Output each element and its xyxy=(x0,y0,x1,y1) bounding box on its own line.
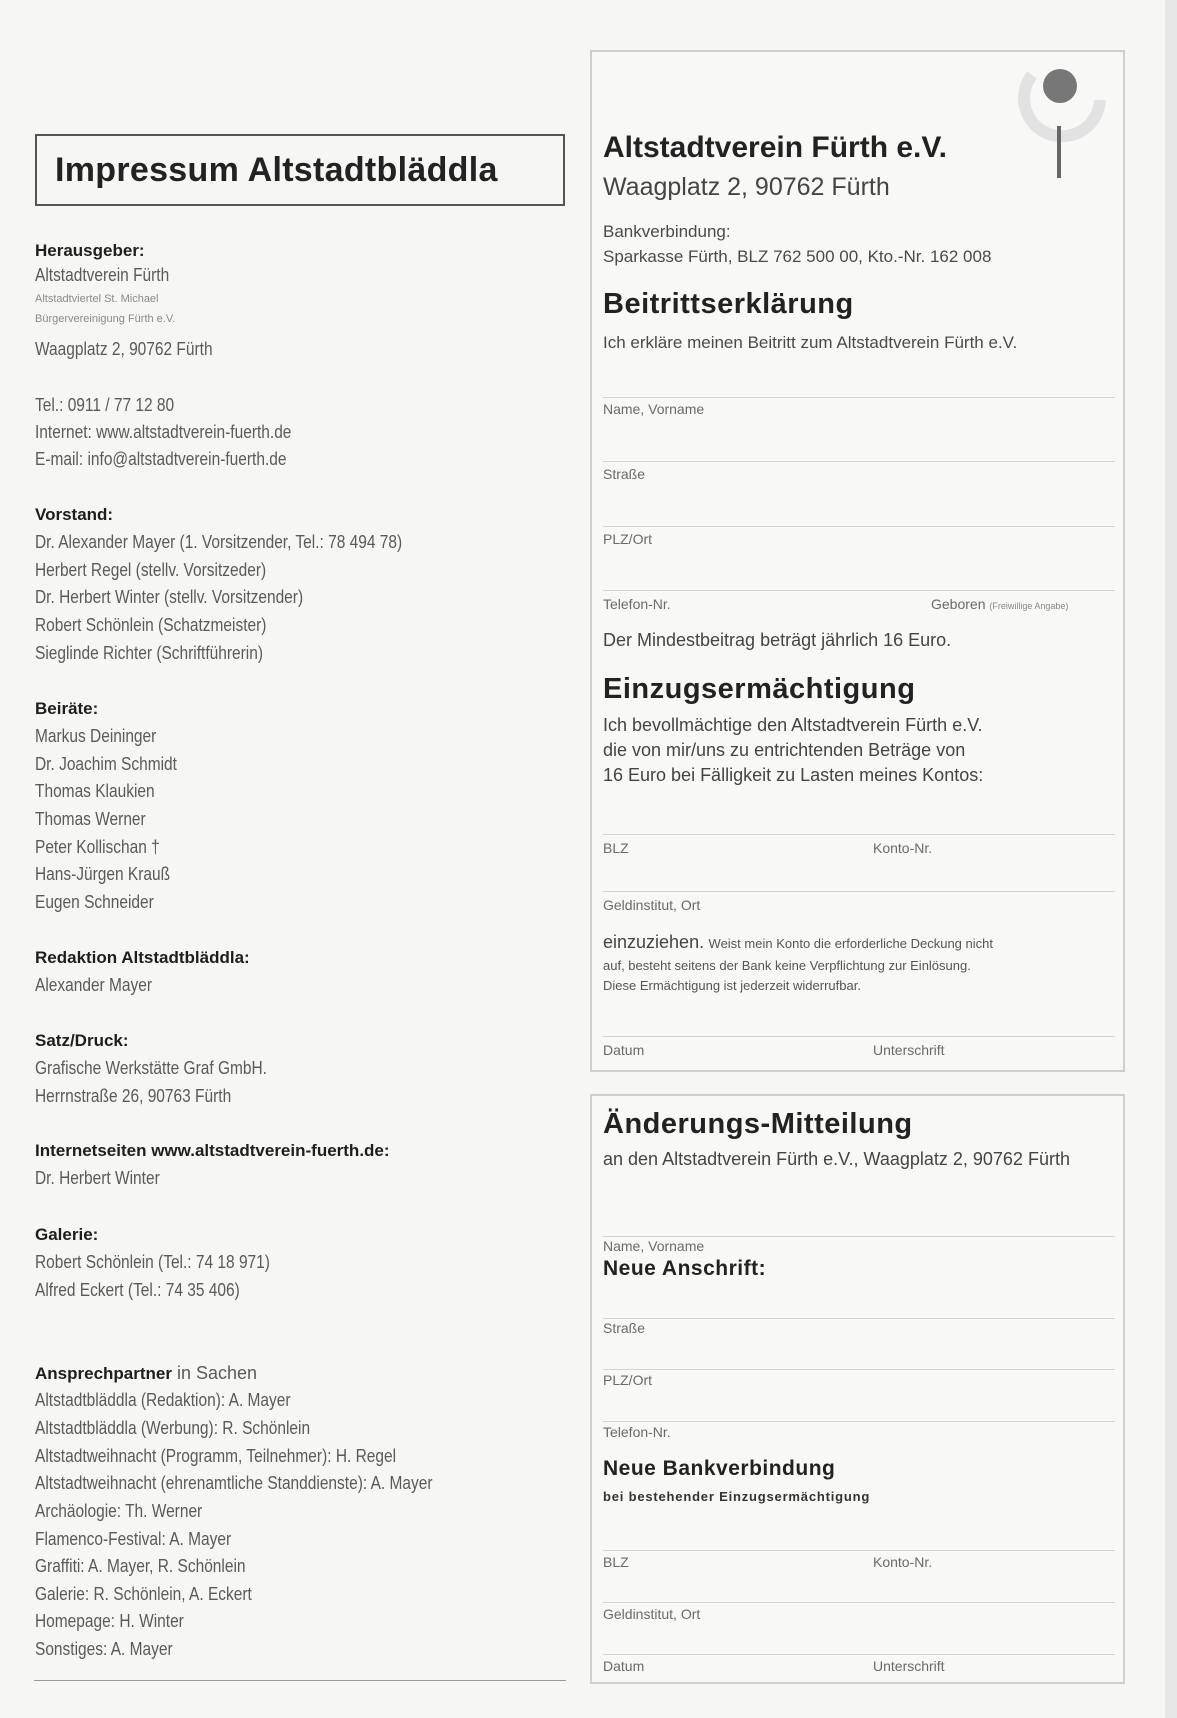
ansprechpartner-item: Altstadtweihnacht (ehrenamtliche Standdienste): A. Mayer xyxy=(35,1473,433,1493)
vorstand-member: Robert Schönlein (Schatzmeister) xyxy=(35,615,267,635)
field-geboren-text: Geboren xyxy=(931,596,986,612)
einziehen-big: einzuziehen. xyxy=(603,932,705,952)
field-telefon-label: Telefon-Nr. xyxy=(603,596,671,612)
ansprechpartner-item: Altstadtweihnacht (Programm, Teilnehmer): H. Regel xyxy=(35,1446,397,1466)
einzug-heading: Einzugsermächtigung xyxy=(603,673,916,705)
form-line xyxy=(603,1369,1115,1370)
neue-bank-heading: Neue Bankverbindung xyxy=(603,1457,836,1480)
herausgeber-tel: Tel.: 0911 / 77 12 80 xyxy=(35,395,175,415)
ansprechpartner-heading-suffix: in Sachen xyxy=(171,1363,258,1383)
form-line xyxy=(603,891,1115,892)
ansprechpartner-item: Altstadtbläddla (Redaktion): A. Mayer xyxy=(35,1390,291,1410)
vorstand-member: Sieglinde Richter (Schriftführerin) xyxy=(35,643,263,663)
herausgeber-small2: Bürgervereinigung Fürth e.V. xyxy=(35,313,176,325)
field-datum-label: Datum xyxy=(603,1042,645,1058)
ansprechpartner-heading-bold: Ansprechpartner xyxy=(35,1364,172,1383)
ansprechpartner-item: Archäologie: Th. Werner xyxy=(35,1501,203,1521)
ansprechpartner-item: Sonstiges: A. Mayer xyxy=(35,1639,173,1659)
logo-dot xyxy=(1043,69,1077,103)
einzug-line3: 16 Euro bei Fälligkeit zu Lasten meines Kontos: xyxy=(603,765,984,785)
change-heading: Änderungs-Mitteilung xyxy=(603,1108,913,1140)
satz-line1: Grafische Werkstätte Graf GmbH. xyxy=(35,1058,267,1078)
beiraete-member: Hans-Jürgen Krauß xyxy=(35,864,171,884)
field-geboren-label xyxy=(931,596,1068,612)
neue-bank-sub: bei bestehender Einzugsermächtigung xyxy=(603,1489,871,1504)
form-line xyxy=(603,590,1115,591)
redaktion-heading: Redaktion Altstadtbläddla: xyxy=(35,948,250,967)
ansprechpartner-item: Graffiti: A. Mayer, R. Schönlein xyxy=(35,1556,246,1576)
ansprechpartner-item: Altstadtbläddla (Werbung): R. Schönlein xyxy=(35,1418,311,1438)
beiraete-heading: Beiräte: xyxy=(35,699,99,718)
galerie-line2: Alfred Eckert (Tel.: 74 35 406) xyxy=(35,1280,240,1300)
org-address: Waagplatz 2, 90762 Fürth xyxy=(603,173,890,201)
bank-label: Bankverbindung: xyxy=(603,222,731,241)
beiraete-member: Dr. Joachim Schmidt xyxy=(35,754,177,774)
form-line xyxy=(603,397,1115,398)
herausgeber-email: E-mail: info@altstadtverein-fuerth.de xyxy=(35,449,287,469)
change-field-telefon-label: Telefon-Nr. xyxy=(603,1424,671,1440)
impressum-title: Impressum Altstadtbläddla xyxy=(55,150,498,189)
field-blz-label: BLZ xyxy=(603,840,629,856)
beitritt-heading: Beitrittserklärung xyxy=(603,288,854,320)
field-konto-label: Konto-Nr. xyxy=(873,840,933,856)
satz-heading: Satz/Druck: xyxy=(35,1031,129,1050)
beiraete-member: Markus Deininger xyxy=(35,726,157,746)
change-form-panel xyxy=(590,1094,1125,1684)
form-line xyxy=(603,1602,1115,1603)
change-field-plz-label: PLZ/Ort xyxy=(603,1372,653,1388)
form-line xyxy=(603,1654,1115,1655)
form-line xyxy=(603,1550,1115,1551)
impressum-title-box xyxy=(35,134,565,206)
einziehen-row xyxy=(603,932,993,953)
herausgeber-internet: Internet: www.altstadtverein-fuerth.de xyxy=(35,422,292,442)
beiraete-member: Thomas Klaukien xyxy=(35,781,155,801)
logo-stem xyxy=(1057,126,1061,178)
neue-anschrift-heading: Neue Anschrift: xyxy=(603,1257,767,1280)
einziehen-small3: Diese Ermächtigung ist jederzeit widerrufbar. xyxy=(603,978,861,993)
ansprechpartner-item: Homepage: H. Winter xyxy=(35,1611,184,1631)
field-strasse-label: Straße xyxy=(603,466,646,482)
form-line xyxy=(603,834,1115,835)
internetseiten-heading: Internetseiten www.altstadtverein-fuerth.de: xyxy=(35,1141,390,1160)
herausgeber-address: Waagplatz 2, 90762 Fürth xyxy=(35,339,213,359)
form-line xyxy=(603,1236,1115,1237)
einziehen-small2: auf, besteht seitens der Bank keine Verpflichtung zur Einlösung. xyxy=(603,958,971,973)
galerie-line1: Robert Schönlein (Tel.: 74 18 971) xyxy=(35,1252,270,1272)
vorstand-member: Dr. Alexander Mayer (1. Vorsitzender, Tel.: 78 494 78) xyxy=(35,532,403,552)
vorstand-member: Dr. Herbert Winter (stellv. Vorsitzender) xyxy=(35,587,304,607)
org-name: Altstadtverein Fürth e.V. xyxy=(603,131,947,164)
beiraete-member: Peter Kollischan † xyxy=(35,837,160,857)
mindestbeitrag-text: Der Mindestbeitrag beträgt jährlich 16 Euro. xyxy=(603,630,952,650)
ansprechpartner-item: Galerie: R. Schönlein, A. Eckert xyxy=(35,1584,252,1604)
bank-details: Sparkasse Fürth, BLZ 762 500 00, Kto.-Nr. 162 008 xyxy=(603,247,992,266)
bottom-rule xyxy=(34,1680,566,1681)
ansprechpartner-item: Flamenco-Festival: A. Mayer xyxy=(35,1529,232,1549)
form-line xyxy=(603,1421,1115,1422)
galerie-heading: Galerie: xyxy=(35,1225,99,1244)
form-line xyxy=(603,526,1115,527)
change-field-datum-label: Datum xyxy=(603,1658,645,1674)
satz-line2: Herrnstraße 26, 90763 Fürth xyxy=(35,1086,232,1106)
einzug-line2: die von mir/uns zu entrichtenden Beträge von xyxy=(603,740,966,760)
vorstand-heading: Vorstand: xyxy=(35,505,114,524)
beiraete-member: Thomas Werner xyxy=(35,809,146,829)
change-field-strasse-label: Straße xyxy=(603,1320,646,1336)
field-geboren-note: (Freiwillige Angabe) xyxy=(989,601,1069,611)
field-geldinstitut-label: Geldinstitut, Ort xyxy=(603,897,701,913)
page-edge xyxy=(1165,0,1177,1718)
redaktion-name: Alexander Mayer xyxy=(35,975,153,995)
field-name-label: Name, Vorname xyxy=(603,401,705,417)
einzug-line1: Ich bevollmächtige den Altstadtverein Fürth e.V. xyxy=(603,715,983,735)
herausgeber-heading: Herausgeber: xyxy=(35,241,145,260)
change-field-unterschrift-label: Unterschrift xyxy=(873,1658,945,1674)
internetseiten-name: Dr. Herbert Winter xyxy=(35,1168,160,1188)
field-unterschrift-label: Unterschrift xyxy=(873,1042,945,1058)
einziehen-small1: Weist mein Konto die erforderliche Deckung nicht xyxy=(708,936,993,951)
beitritt-text: Ich erkläre meinen Beitritt zum Altstadtverein Fürth e.V. xyxy=(603,333,1018,352)
beiraete-member: Eugen Schneider xyxy=(35,892,154,912)
membership-form-panel xyxy=(590,50,1125,1072)
altstadtverein-logo-icon xyxy=(1012,60,1112,190)
change-field-name-label: Name, Vorname xyxy=(603,1238,705,1254)
change-field-geldinstitut-label: Geldinstitut, Ort xyxy=(603,1606,701,1622)
form-line xyxy=(603,461,1115,462)
form-line xyxy=(603,1036,1115,1037)
ansprechpartner-heading xyxy=(35,1363,257,1384)
change-field-konto-label: Konto-Nr. xyxy=(873,1554,933,1570)
change-field-blz-label: BLZ xyxy=(603,1554,629,1570)
form-line xyxy=(603,1318,1115,1319)
vorstand-member: Herbert Regel (stellv. Vorsitzeder) xyxy=(35,560,267,580)
herausgeber-line1: Altstadtverein Fürth xyxy=(35,265,170,285)
herausgeber-small1: Altstadtviertel St. Michael xyxy=(35,293,159,305)
field-plz-label: PLZ/Ort xyxy=(603,531,653,547)
change-subline: an den Altstadtverein Fürth e.V., Waagplatz 2, 90762 Fürth xyxy=(603,1149,1070,1169)
